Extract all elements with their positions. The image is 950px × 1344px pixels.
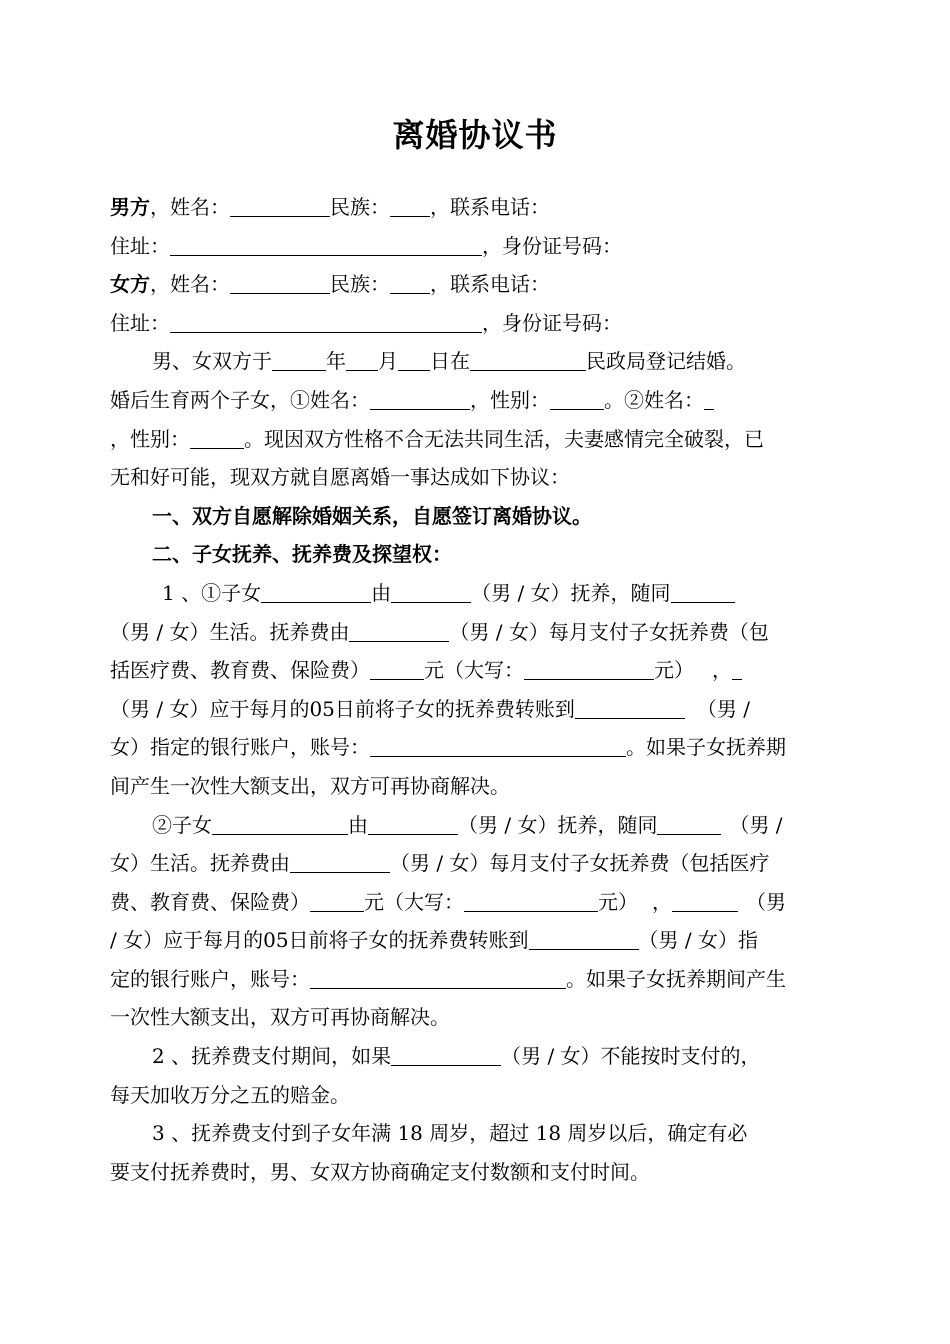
month-label: 月 bbox=[378, 349, 398, 374]
point-2-line-2 bbox=[110, 1076, 836, 1115]
c2-line-1 bbox=[110, 806, 836, 845]
c1-payer-field[interactable] bbox=[349, 621, 449, 642]
phone-label: ，联系电话： bbox=[430, 195, 550, 219]
pay-before-text: / 女）应于每月的05日前将子女的抚养费转账到 bbox=[110, 928, 529, 953]
marriage-month-field[interactable] bbox=[346, 350, 378, 371]
marriage-text: 男、女双方于 bbox=[152, 349, 272, 374]
clause-2: 二、子女抚养、抚养费及探望权： bbox=[152, 542, 452, 567]
gender-label: ，性别： bbox=[470, 387, 550, 412]
woman-live-text: 女）生活。抚养费由 bbox=[110, 851, 290, 876]
man-address-field[interactable] bbox=[170, 235, 482, 256]
address-label: 住址： bbox=[110, 310, 170, 335]
c1-amount-field[interactable] bbox=[370, 659, 424, 680]
c2-recipient-field[interactable] bbox=[529, 929, 639, 950]
name-label: ，姓名： bbox=[150, 272, 230, 297]
point-3-text: 3 、抚养费支付到子女年满 18 周岁，超过 18 周岁以后，确定有必 bbox=[152, 1121, 748, 1146]
yuan-close-text: 元） bbox=[654, 658, 694, 683]
c2-payer-field[interactable] bbox=[290, 852, 390, 873]
yuan-daxie-text: 元（大写： bbox=[364, 889, 464, 914]
mf-care-text: （男 / 女）抚养，随同 bbox=[458, 812, 658, 837]
c2-account-field[interactable] bbox=[310, 968, 566, 989]
period-large-text: 间产生一次性大额支出，双方可再协商解决。 bbox=[110, 773, 510, 798]
ethnic-label: 民族： bbox=[330, 195, 390, 219]
man-paren-text: （男 bbox=[746, 889, 786, 914]
day-label: 日在 bbox=[430, 349, 470, 374]
man-ethnic-field[interactable] bbox=[390, 196, 430, 217]
child2-name-label: 。②姓名： bbox=[604, 387, 704, 412]
one-time-large-text: 一次性大额支出，双方可再协商解决。 bbox=[110, 1005, 450, 1030]
id-label: ，身份证号码： bbox=[482, 233, 622, 258]
marriage-line bbox=[110, 342, 836, 381]
man-address-line bbox=[110, 227, 836, 266]
comma-text: ， bbox=[652, 889, 672, 914]
child2-name-field[interactable] bbox=[704, 389, 714, 410]
children-text: 婚后生育两个子女，①姓名： bbox=[110, 387, 370, 412]
year-label: 年 bbox=[326, 349, 346, 374]
penalty-text: 每天加收万分之五的赔金。 bbox=[110, 1082, 350, 1107]
point-3-text-2: 要支付抚养费时，男、女双方协商确定支付数额和支付时间。 bbox=[110, 1159, 650, 1184]
c2-live-with-field[interactable] bbox=[657, 814, 721, 835]
c2-line-4 bbox=[110, 921, 836, 960]
c2-line-2 bbox=[110, 844, 836, 883]
c2-amount-words-field[interactable] bbox=[464, 891, 598, 912]
name-label: ，姓名： bbox=[150, 195, 230, 219]
point-2-payer-field[interactable] bbox=[391, 1045, 501, 1066]
ethnic-label: 民族： bbox=[330, 272, 390, 297]
c1-recipient-field[interactable] bbox=[575, 698, 685, 719]
c1-line-5 bbox=[110, 728, 836, 767]
woman-address-field[interactable] bbox=[170, 312, 482, 333]
child1-name-field[interactable] bbox=[370, 389, 470, 410]
marriage-day-field[interactable] bbox=[398, 350, 430, 371]
id-label: ，身份证号码： bbox=[482, 310, 622, 335]
c1-child-field[interactable] bbox=[261, 582, 371, 603]
woman-label: 女方 bbox=[110, 272, 150, 297]
c2-custodian-field[interactable] bbox=[368, 814, 458, 835]
c2-start-text: ②子女 bbox=[152, 812, 212, 837]
document-title: 离婚协议书 bbox=[392, 116, 558, 154]
man-name-field[interactable] bbox=[230, 196, 330, 217]
fees-text: 括医疗费、教育费、保险费） bbox=[110, 658, 370, 683]
child2-gender-field[interactable] bbox=[190, 428, 244, 449]
agreement-body bbox=[110, 188, 836, 1191]
c1-line-4 bbox=[110, 690, 836, 729]
point-3-line-2 bbox=[110, 1153, 836, 1192]
man-info-line bbox=[110, 188, 836, 227]
c2-line-6 bbox=[110, 998, 836, 1037]
if-large-text: 。如果子女抚养期 bbox=[626, 735, 786, 760]
civil-bureau-text: 民政局登记结婚。 bbox=[586, 349, 746, 374]
c2-line-3 bbox=[110, 883, 836, 922]
point-3-line-1 bbox=[110, 1114, 836, 1153]
c2-amount-field[interactable] bbox=[310, 891, 364, 912]
pay-before-text: （男 / 女）应于每月的05日前将子女的抚养费转账到 bbox=[110, 696, 575, 721]
woman-name-field[interactable] bbox=[230, 273, 330, 294]
comma-text: ， bbox=[712, 658, 732, 683]
reconcile-text: 无和好可能，现双方就自愿离婚一事达成如下协议： bbox=[110, 465, 570, 490]
point-2-text: 2 、抚养费支付期间，如果 bbox=[152, 1044, 392, 1069]
c1-account-field[interactable] bbox=[370, 736, 626, 757]
c1-amount-words-field[interactable] bbox=[524, 659, 654, 680]
address-label: 住址： bbox=[110, 233, 170, 258]
you-text: 由 bbox=[371, 580, 392, 605]
c2-line-5 bbox=[110, 960, 836, 999]
child1-gender-field[interactable] bbox=[550, 389, 604, 410]
mf-pay-text: （男 / 女）每月支付子女抚养费（包 bbox=[449, 619, 769, 644]
woman-address-line bbox=[110, 304, 836, 343]
c1-line-1 bbox=[110, 574, 836, 613]
mf-appointed-text: （男 / 女）指 bbox=[638, 928, 758, 953]
reconcile-line bbox=[110, 458, 836, 497]
c1-custodian-field[interactable] bbox=[391, 582, 471, 603]
bank-text: 定的银行账户，账号： bbox=[110, 966, 310, 991]
c1-live-with-field[interactable] bbox=[671, 582, 735, 603]
mf-man-text: （男 / bbox=[729, 812, 783, 837]
fees-text: 费、教育费、保险费） bbox=[110, 889, 310, 914]
c1-start-text: 1 、①子女 bbox=[162, 580, 262, 605]
woman-ethnic-field[interactable] bbox=[390, 273, 430, 294]
reason-line bbox=[110, 420, 836, 459]
children-line bbox=[110, 381, 836, 420]
mf-care-text: （男 / 女）抚养，随同 bbox=[471, 580, 671, 605]
civil-bureau-field[interactable] bbox=[470, 350, 586, 371]
if-large-text: 。如果子女抚养期间产生 bbox=[566, 966, 786, 991]
bank-text: 女）指定的银行账户，账号： bbox=[110, 735, 370, 760]
marriage-year-field[interactable] bbox=[272, 350, 326, 371]
woman-info-line bbox=[110, 265, 836, 304]
mf-pay-text: （男 / 女）每月支付子女抚养费（包括医疗 bbox=[390, 851, 770, 876]
c2-child-field[interactable] bbox=[212, 814, 348, 835]
c2-payer2-field[interactable] bbox=[672, 891, 738, 912]
c1-line-6 bbox=[110, 767, 836, 806]
you-text: 由 bbox=[348, 812, 368, 837]
yuan-close-text: 元） bbox=[598, 889, 638, 914]
mf-cannot-text: （男 / 女）不能按时支付的， bbox=[501, 1044, 761, 1069]
c1-payer2-field[interactable] bbox=[732, 659, 742, 680]
reason-text: 。现因双方性格不合无法共同生活，夫妻感情完全破裂，已 bbox=[244, 426, 764, 451]
mf-man-text: （男 / bbox=[696, 696, 751, 721]
phone-label: ，联系电话： bbox=[430, 272, 550, 297]
mf-live-text: （男 / 女）生活。抚养费由 bbox=[110, 619, 350, 644]
point-2-line-1 bbox=[110, 1037, 836, 1076]
gender-label: ，性别： bbox=[110, 426, 190, 451]
yuan-daxie-text: 元（大写： bbox=[424, 658, 524, 683]
man-label: 男方 bbox=[110, 195, 150, 219]
c1-line-2 bbox=[110, 613, 836, 652]
clause-1: 一、双方自愿解除婚姻关系，自愿签订离婚协议。 bbox=[152, 503, 592, 528]
c1-line-3 bbox=[110, 651, 836, 690]
